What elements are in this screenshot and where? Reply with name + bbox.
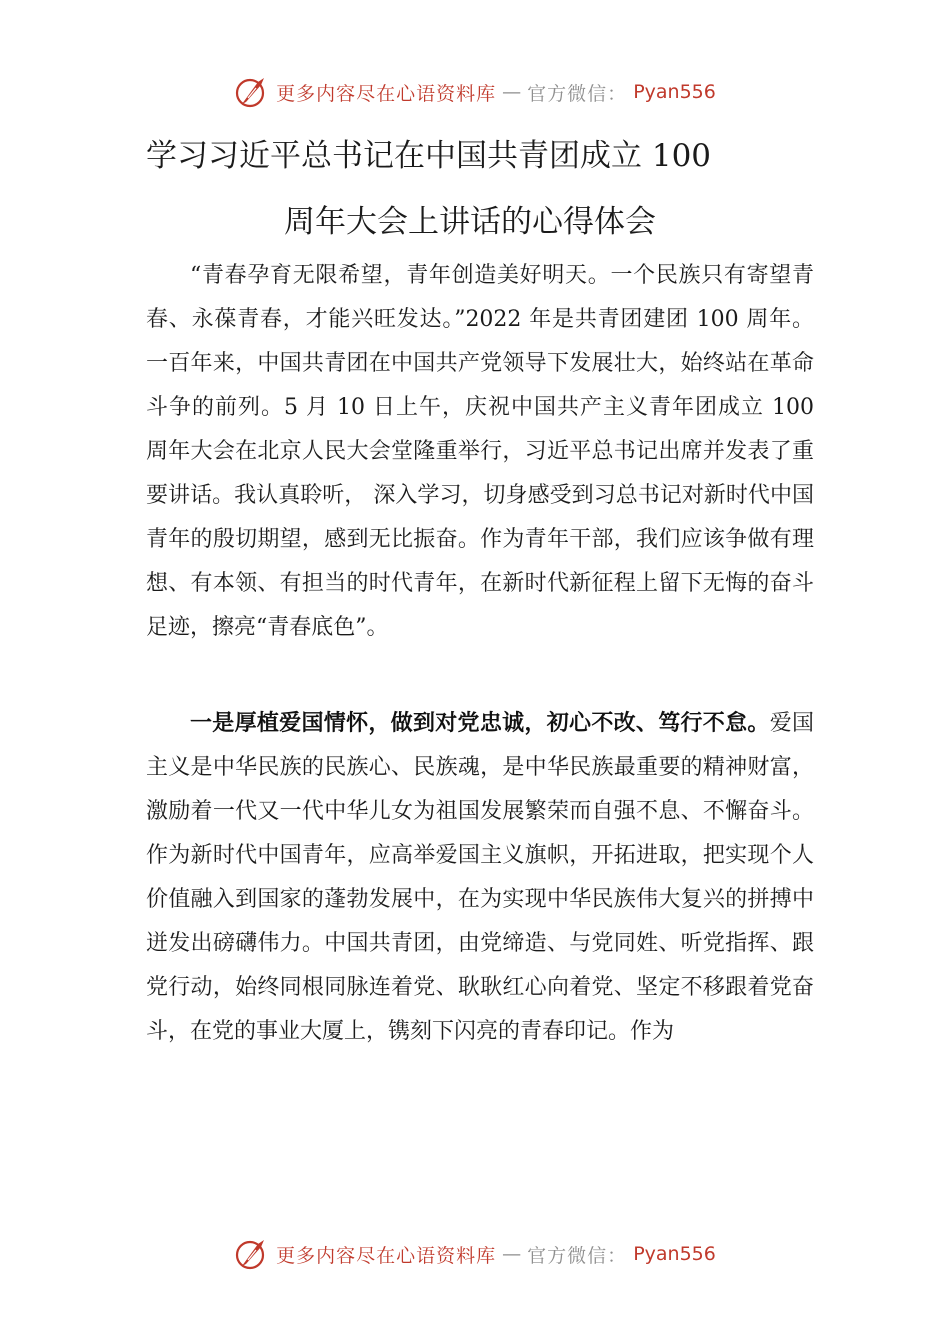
document-title-line2: 周年大会上讲话的心得体会 [284,204,656,240]
paragraph-2-lead: 一是厚植爱国情怀，做到对党忠诚，初心不改、笃行不怠。 [190,711,770,736]
watermark-wechat-label: 官方微信： [527,1244,628,1267]
quill-circle-icon [234,74,270,110]
watermark-dash: — [502,81,522,103]
quill-circle-icon [234,1236,270,1272]
body-paragraph-2 [146,702,814,1054]
paragraph-2-body: 爱国主义是中华民族的民族心、民族魂，是中华民族最重要的精神财富，激励着一代又一代中华儿女为祖国发展繁荣而自强不息、不懈奋斗。作为新时代中国青年，应高举爱国主义旗帜，开拓进取，把实现个人价值融入到国家的蓬勃发展中，在为实现中华民族伟大复兴的拼搏中迸发出磅礴伟力。中国共青团，由党缔造、与党同姓、听党指挥、跟党行动，始终同根同脉连着党、耿耿红心向着党、坚定不移跟着党奋斗，在党的事业大厦上，镌刻下闪亮的青春印记。作为 [146,711,814,1044]
watermark-wechat-label: 官方微信： [527,82,628,105]
watermark-wechat-id: Pyan556 [633,81,716,103]
watermark-main-text: 更多内容尽在心语资料库 [276,1244,497,1267]
document-title-line1: 学习习近平总书记在中国共青团成立 100 [146,138,712,174]
footer-watermark [0,1232,950,1276]
header-watermark [0,70,950,114]
body-paragraph-1: “青春孕育无限希望，青年创造美好明天。一个民族只有寄望青春、永葆青春，才能兴旺发达。”2022 年是共青团建团 100 周年。一百年来，中国共青团在中国共产党领导下发展壮大，始终站在革命斗争的前列。5 月 10 日上午，庆祝中国共产主义青年团成立 100 周年大会在北京人民大会堂隆重举行，习近平总书记出席并发表了重要讲话。我认真聆听， 深入学习，切身感受到习总书记对新时代中国青年的殷切期望，感到无比振奋。作为青年干部，我们应该争做有理想、有本领、有担当的时代青年，在新时代新征程上留下无悔的奋斗足迹，擦亮“青春底色”。 [146,263,814,640]
watermark-dash: — [502,1243,522,1265]
watermark-wechat-id: Pyan556 [633,1243,716,1265]
watermark-main-text: 更多内容尽在心语资料库 [276,82,497,105]
